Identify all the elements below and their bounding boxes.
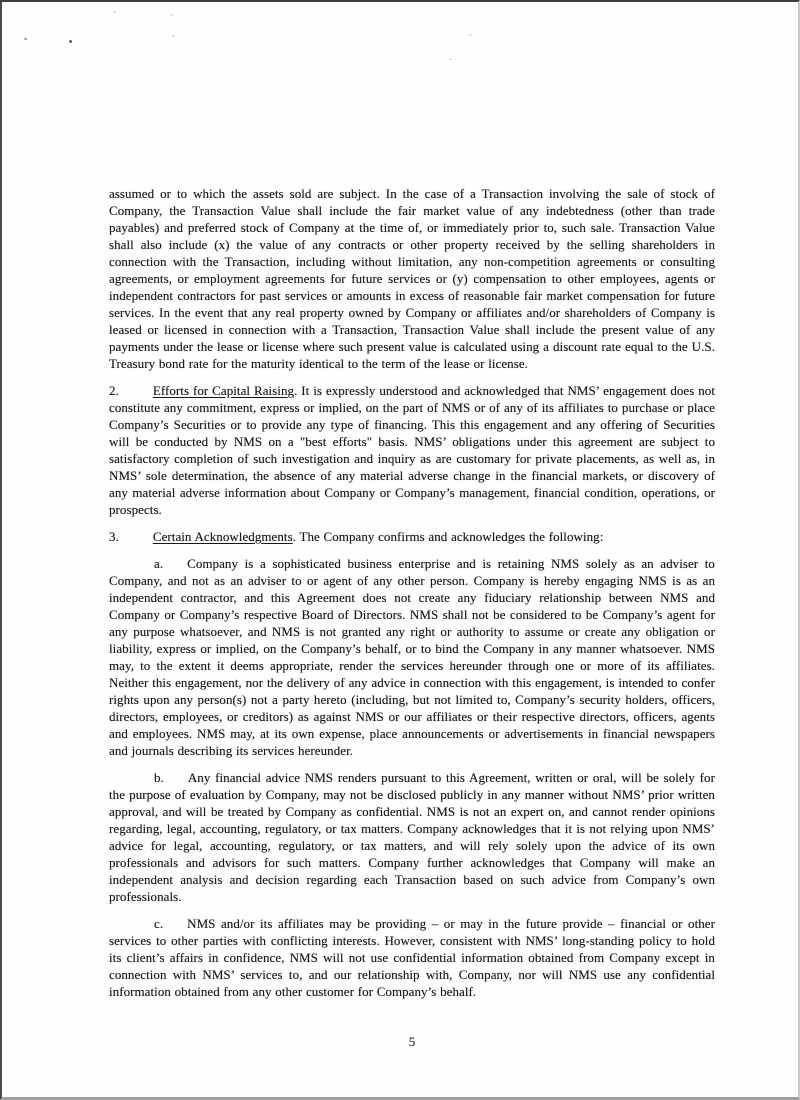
scan-speck [170,14,173,16]
section-number: 2. [109,383,119,398]
item-letter: b. [154,770,164,785]
section-text: . It is expressly understood and acknowledged that NMS’ engagement does not constitute any commitment, express or implied, on the part of NMS or of any of its affiliates to purchase or place Company’s Securities or to provide any type of financing. This this engagement and any offering of Securities will be conducted by NMS on a "best efforts" basis. NMS’ obligations under this agreement are subject to satisfactory completion of such investigation and inquiry as are customary for private placements, as well as, in NMS’ sole determination, the absence of any material adverse change in the financial markets, or discovery of any material adverse information about Company or Company’s management, financial condition, operations, or prospects. [109,383,716,517]
section-2-efforts-for-capital-raising [109,382,715,518]
section-number: 3. [109,529,119,544]
scan-speck [449,58,452,60]
section-3-certain-acknowledgments [109,528,715,545]
section-text: . The Company confirms and acknowledges the following: [292,529,604,544]
scan-speck [113,11,116,13]
item-text: Company is a sophisticated business enterprise and is retaining NMS solely as an adviser to Company, and not as an adviser to or agent of any other person. Company is hereby engaging NMS is as an independent contractor, and this Agreement does not create any fiduciary relationship between NMS and Company or Company’s respective Board of Directors. NMS shall not be considered to be Company’s agent for any purpose whatsoever, and NMS is not granted any right or authority to assume or create any obligation or liability, express or implied, on the Company’s behalf, or to bind the Company in any manner whatsoever. NMS may, to the extent it deems appropriate, render the services hereunder through one or more of its affiliates. Neither this engagement, nor the delivery of any advice in connection with this engagement, is intended to confer rights upon any person(s) not a party hereto (including, but not limited to, Company’s security holders, officers, directors, employees, or creditors) as against NMS or our affiliates or their respective directors, officers, agents and employees. NMS may, at its own expense, place announcements or advertisements in financial newspapers and journals describing its services hereunder. [109,556,715,758]
paragraph-text: assumed or to which the assets sold are subject. In the case of a Transaction involving the sale of stock of Company, the Transaction Value shall include the fair market value of any indebtedness (other than trade payables) and preferred stock of Company at the time of, or immediately prior to, such sale. Transaction Value shall also include (x) the value of any contracts or other property received by the selling shareholders in connection with the Transaction, including without limitation, any non-competition agreements or consulting agreements, or employment agreements for future services or (y) compensation to other employees, agents or independent contractors for past services or amounts in excess of reasonable fair market compensation for future services. In the event that any real property owned by Company or affiliates and/or shareholders of Company is leased or licensed in connection with a Transaction, Transaction Value shall include the present value of any payments under the lease or license where such present value is calculated using a discount rate equal to the U.S. Treasury bond rate for the maturity identical to the term of the lease or license. [109,186,715,371]
acknowledgment-item-b [109,769,715,905]
acknowledgment-item-c [109,915,715,1000]
page-number: 5 [408,1034,416,1049]
scan-speck [172,35,175,37]
scan-speck [24,37,28,40]
scan-speck [469,34,472,36]
paragraph-transaction-value-continuation [109,185,715,372]
section-heading: Certain Acknowledgments [152,529,293,544]
item-letter: c. [154,916,164,931]
document-body [109,185,715,1010]
section-heading: Efforts for Capital Raising [152,383,295,398]
acknowledgment-item-a [109,555,715,759]
item-text: NMS and/or its affiliates may be providing – or may in the future provide – financial or other services to other parties with conflicting interests. However, consistent with NMS’ long-standing policy to hold its client’s affairs in confidence, NMS will not use confidential information obtained from Company except in connection with NMS’ services to, and our relationship with, Company, nor will NMS use any confidential information obtained from any other customer for Company’s behalf. [109,916,715,999]
item-text: Any financial advice NMS renders pursuant to this Agreement, written or oral, will be solely for the purpose of evaluation by Company, may not be disclosed publicly in any manner without NMS’ prior written approval, and will be treated by Company as confidential. NMS is not an expert on, and cannot render opinions regarding, legal, accounting, regulatory, or tax matters. Company acknowledges that it is not relying upon NMS’ advice for legal, accounting, regulatory, or tax matters, and will rely solely upon the advice of its own professionals and advisors for such matters. Company further acknowledges that Company will make an independent analysis and decision regarding each Transaction based on such advice from Company’s own professionals. [109,770,715,904]
item-letter: a. [154,556,164,571]
scan-speck [69,40,72,43]
